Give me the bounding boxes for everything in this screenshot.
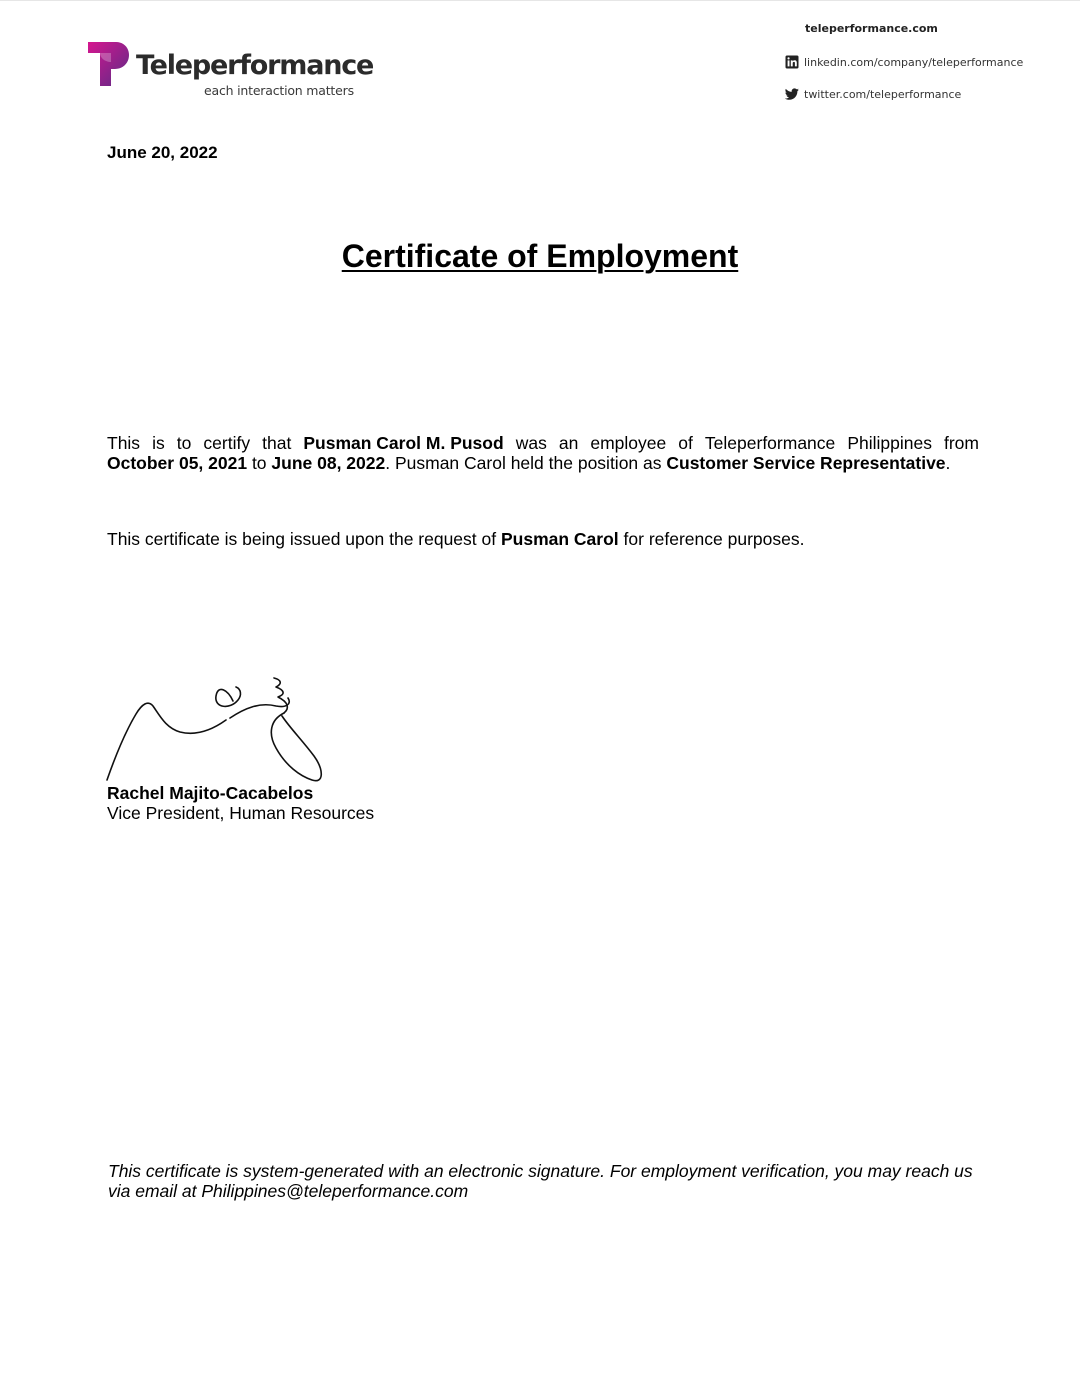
website-link[interactable]: teleperformance.com <box>805 22 938 35</box>
purpose-paragraph <box>107 529 804 549</box>
connector-text: . Pusman Carol held the position as <box>385 452 667 473</box>
word: that <box>262 433 292 453</box>
sentence-end: . <box>945 452 951 473</box>
word: from <box>943 433 979 453</box>
purpose-text-pre: This certificate is being issued upon the request of <box>107 529 501 549</box>
start-date: October 05, 2021 <box>107 452 248 473</box>
purpose-text-post: for reference purposes. <box>618 529 805 549</box>
linkedin-text: linkedin.com/company/teleperformance <box>804 55 1024 69</box>
paragraph-line-1 <box>107 434 979 454</box>
word: employee <box>590 433 667 453</box>
handwritten-signature <box>100 668 340 788</box>
certification-paragraph <box>107 434 979 473</box>
teleperformance-logo-icon <box>86 40 130 88</box>
verification-note: This certificate is system-generated with an electronic signature. For employment verification, you may reach us via email at Philippines@teleperformance.com <box>108 1161 973 1201</box>
signer-title: Vice President, Human Resources <box>107 803 375 823</box>
employee-full-name: Pusman Carol M. Pusod <box>303 433 504 453</box>
page-title <box>0 236 1080 276</box>
logo-tagline: each interaction matters <box>204 83 354 98</box>
paragraph-line-2 <box>107 454 979 474</box>
word: Philippines <box>847 433 932 453</box>
position-title: Customer Service Representative <box>666 452 946 473</box>
twitter-link[interactable] <box>785 86 961 102</box>
end-date: June 08, 2022 <box>271 452 386 473</box>
page-top-border <box>0 0 1080 1</box>
letter-date: June 20, 2022 <box>107 143 218 162</box>
word: an <box>558 433 579 453</box>
twitter-text: twitter.com/teleperformance <box>804 87 962 101</box>
word: certify <box>203 433 251 453</box>
signer-name: Rachel Majito-Cacabelos <box>107 783 314 803</box>
word: is <box>152 433 165 453</box>
twitter-icon <box>785 87 799 101</box>
logo-wordmark: Teleperformance <box>136 50 374 81</box>
word: of <box>678 433 693 453</box>
connector-text: to <box>247 452 272 473</box>
word: This <box>107 433 141 453</box>
title-text: Certificate of Employment <box>341 238 739 274</box>
teleperformance-logo <box>86 40 374 100</box>
linkedin-link[interactable] <box>785 54 1023 70</box>
word: was <box>515 433 547 453</box>
linkedin-icon <box>785 55 799 69</box>
word: to <box>176 433 192 453</box>
requester-name: Pusman Carol <box>500 529 619 549</box>
word: Teleperformance <box>704 433 836 453</box>
